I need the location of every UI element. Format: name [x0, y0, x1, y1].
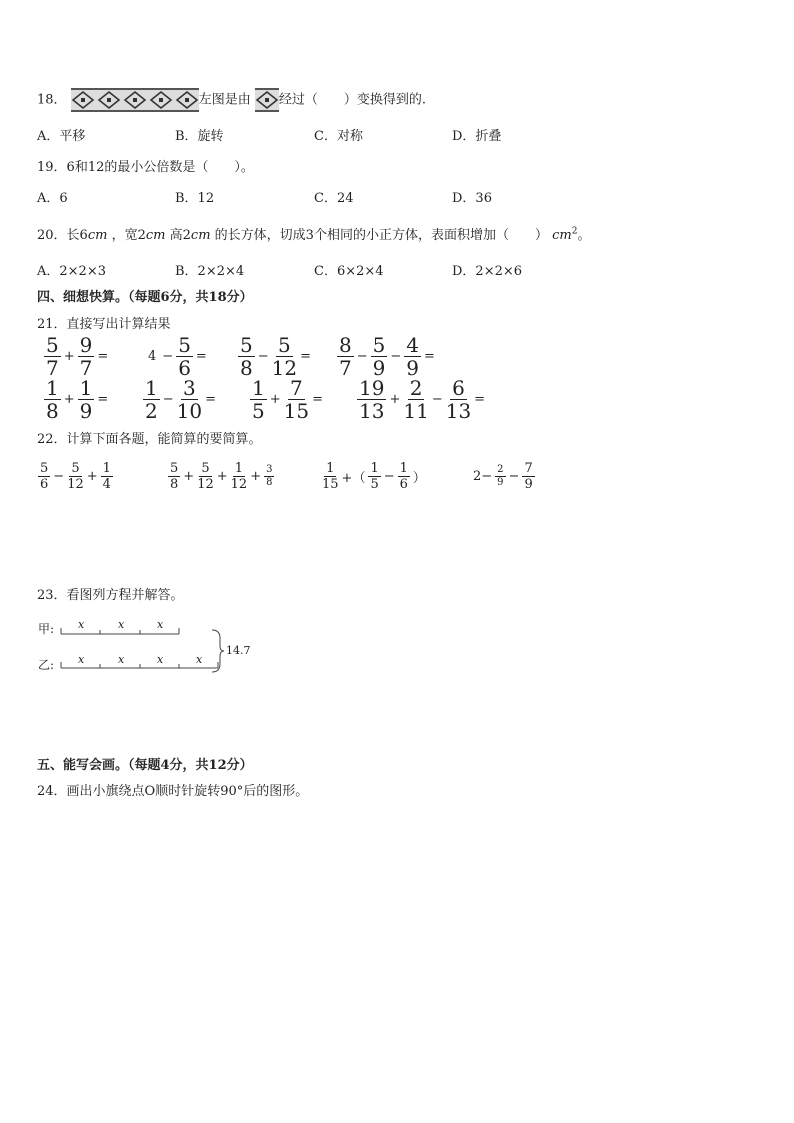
- fraction-numerator: 5: [40, 461, 49, 476]
- fraction-denominator: 9: [497, 477, 504, 488]
- operator: =: [205, 392, 216, 407]
- operator: +: [86, 469, 98, 484]
- fraction-denominator: 12: [271, 356, 298, 380]
- fraction-denominator: 11: [403, 399, 429, 423]
- fraction-denominator: 10: [176, 399, 203, 423]
- fraction-denominator: 6: [399, 477, 408, 492]
- unit: cm: [190, 228, 211, 243]
- fraction-denominator: 9: [372, 356, 386, 380]
- variable-x: x: [157, 618, 164, 631]
- question-text: 的长方体，切成3个相同的小正方体，表面积增加（ ）: [214, 228, 548, 243]
- fraction-denominator: 2: [145, 399, 158, 423]
- fraction: [264, 465, 274, 488]
- option-a: A．6: [37, 191, 68, 206]
- fraction-numerator: 1: [102, 461, 111, 476]
- fraction-denominator: 6: [40, 477, 49, 492]
- fraction-numerator: 6: [452, 376, 465, 400]
- fraction-denominator: 6: [178, 356, 191, 380]
- option-c: C．6×2×4: [314, 264, 384, 279]
- variable-x: x: [118, 618, 125, 631]
- fraction: [403, 378, 428, 421]
- operator: +: [269, 392, 281, 407]
- operator: =: [474, 392, 486, 407]
- fraction-denominator: 4: [102, 477, 111, 492]
- operator: +: [389, 392, 401, 407]
- question-text: 经过（ ）变换得到的.: [278, 92, 426, 108]
- fraction-denominator: 8: [46, 399, 59, 423]
- fraction: [284, 378, 309, 421]
- variable-x: x: [157, 653, 164, 666]
- variable-x: x: [78, 618, 85, 631]
- question-text: 高: [169, 228, 183, 243]
- unit: cm: [145, 228, 166, 243]
- operator: −: [257, 349, 269, 364]
- fraction: [176, 335, 193, 378]
- fraction: [168, 462, 180, 491]
- fraction-numerator: 5: [170, 461, 179, 476]
- fraction-denominator: 12: [230, 477, 248, 492]
- fraction-numerator: 3: [183, 376, 196, 400]
- fraction-numerator: 19: [359, 376, 385, 400]
- section-heading-5: 五、能写会画。（每题4分，共12分）: [37, 758, 253, 773]
- fraction: [177, 378, 202, 421]
- fraction-denominator: 12: [67, 477, 84, 492]
- operator: =: [312, 392, 323, 407]
- option-b: B．旋转: [175, 129, 224, 144]
- fraction-numerator: 2: [409, 376, 423, 400]
- expression-21-2: [145, 335, 210, 378]
- expression-21-1: [44, 335, 111, 378]
- fraction-numerator: 1: [234, 461, 244, 476]
- fraction: [143, 378, 160, 421]
- question-20: [37, 224, 590, 243]
- fraction-denominator: 9: [406, 356, 420, 380]
- fraction-denominator: 8: [266, 477, 273, 488]
- single-diamond-image: [255, 88, 279, 112]
- fraction-numerator: 5: [71, 461, 80, 476]
- operator: +: [63, 349, 75, 364]
- fraction-denominator: 13: [359, 399, 385, 423]
- superscript: 2: [571, 226, 578, 237]
- operator: −: [431, 392, 443, 407]
- total-length: 14.7: [226, 644, 251, 657]
- unit: cm: [552, 228, 572, 243]
- operator: 4: [148, 349, 157, 364]
- fraction: [446, 378, 471, 421]
- question-24: 24．画出小旗绕点O顺时针旋转90°后的图形。: [37, 784, 309, 799]
- fraction-denominator: 9: [524, 477, 533, 492]
- expression-22-1: [38, 462, 113, 491]
- operator: −: [356, 349, 368, 364]
- question-19: 19．6和12的最小公倍数是（ ）。: [37, 160, 254, 175]
- question-text: 左图是由: [198, 92, 251, 108]
- question-21: 21．直接写出计算结果: [37, 317, 171, 332]
- fraction: [101, 462, 113, 491]
- operator: −: [162, 392, 174, 407]
- operator: +: [63, 392, 75, 407]
- fraction-denominator: 7: [79, 356, 93, 380]
- fraction-numerator: 5: [201, 461, 210, 476]
- option-c: C．24: [314, 191, 354, 206]
- expression-21-5: [44, 378, 111, 421]
- section-heading-4: 四、细想快算。（每题6分，共18分）: [37, 290, 253, 305]
- operator: −: [53, 469, 65, 484]
- option-c: C．对称: [314, 129, 363, 144]
- fraction: [238, 335, 255, 378]
- diamond-pattern-strip-image: [71, 88, 199, 112]
- fraction: [357, 378, 386, 421]
- option-d: D．2×2×6: [452, 264, 523, 279]
- expression-21-8: [357, 378, 488, 421]
- value: 6: [79, 228, 88, 243]
- label-yi: 乙:: [38, 658, 55, 672]
- expression-22-2: [168, 462, 274, 491]
- fraction: [495, 465, 505, 488]
- fraction: [197, 462, 214, 491]
- operator: =: [97, 349, 109, 364]
- fraction-numerator: 7: [524, 461, 533, 476]
- fraction: [231, 462, 248, 491]
- fraction-numerator: 2: [497, 464, 504, 475]
- fraction-denominator: 9: [79, 399, 93, 423]
- option-d: D．36: [452, 191, 492, 206]
- fraction-numerator: 5: [372, 333, 386, 357]
- variable-x: x: [118, 653, 125, 666]
- fraction: [522, 462, 534, 491]
- fraction-numerator: 7: [290, 376, 303, 400]
- operator: +: [183, 469, 195, 484]
- fraction-denominator: 12: [197, 477, 214, 492]
- expression-21-6: [143, 378, 219, 421]
- operator: =: [300, 349, 311, 364]
- operator: =: [97, 392, 109, 407]
- fraction: [337, 335, 354, 378]
- fraction-numerator: 1: [370, 461, 379, 476]
- fraction: [44, 378, 61, 421]
- fraction: [272, 335, 297, 378]
- option-a: A．平移: [37, 129, 86, 144]
- fraction-numerator: 5: [278, 333, 291, 357]
- fraction-numerator: 1: [399, 461, 408, 476]
- fraction: [67, 462, 84, 491]
- fraction-denominator: 8: [170, 477, 179, 492]
- fraction-numerator: 1: [252, 376, 265, 400]
- question-number: 18．: [37, 92, 67, 108]
- operator: −: [390, 349, 402, 364]
- unit: cm: [87, 228, 108, 243]
- segment-diagram: [36, 618, 266, 676]
- fraction-numerator: 3: [266, 464, 273, 475]
- fraction-denominator: 7: [46, 356, 59, 380]
- operator: +（: [341, 471, 366, 486]
- fraction: [250, 378, 267, 421]
- punct: 。: [577, 228, 591, 243]
- fraction-numerator: 1: [46, 376, 59, 400]
- option-b: B．2×2×4: [175, 264, 245, 279]
- fraction: [44, 335, 61, 378]
- variable-x: x: [78, 653, 85, 666]
- operator: −: [383, 469, 395, 484]
- expression-21-7: [250, 378, 326, 421]
- fraction: [322, 462, 339, 491]
- operator: +: [250, 469, 262, 484]
- operator: −: [508, 469, 520, 484]
- expression-22-3: [322, 462, 429, 491]
- option-b: B．12: [175, 191, 215, 206]
- fraction-denominator: 13: [445, 399, 472, 423]
- question-23: 23．看图列方程并解答。: [37, 588, 184, 603]
- fraction-numerator: 4: [406, 333, 420, 357]
- option-d: D．折叠: [452, 129, 502, 144]
- fraction: [404, 335, 421, 378]
- operator: −: [162, 349, 174, 364]
- question-text: ，宽: [111, 228, 138, 243]
- operator: 2−: [473, 469, 493, 484]
- fraction: [78, 378, 95, 421]
- value: 2: [137, 228, 146, 243]
- fraction-denominator: 5: [370, 477, 379, 492]
- operator: ）: [412, 471, 426, 486]
- fraction-numerator: 1: [145, 376, 158, 400]
- fraction-numerator: 1: [326, 461, 335, 476]
- fraction: [371, 335, 388, 378]
- fraction-denominator: 5: [252, 399, 265, 423]
- question-text: 20．长: [37, 228, 80, 243]
- variable-x: x: [196, 653, 203, 666]
- fraction: [398, 462, 410, 491]
- operator: +: [216, 469, 228, 484]
- fraction-denominator: 15: [283, 399, 310, 423]
- option-a: A．2×2×3: [37, 264, 106, 279]
- fraction-denominator: 15: [322, 477, 339, 492]
- fraction-numerator: 5: [240, 333, 253, 357]
- operator: =: [195, 349, 207, 364]
- fraction-numerator: 8: [339, 333, 352, 357]
- fraction-denominator: 7: [339, 356, 352, 380]
- fraction: [78, 335, 95, 378]
- question-22: 22．计算下面各题，能简算的要简算。: [37, 432, 262, 447]
- fraction-numerator: 5: [46, 333, 59, 357]
- expression-21-4: [337, 335, 438, 378]
- value: 2: [182, 228, 191, 243]
- fraction: [368, 462, 380, 491]
- expression-21-3: [238, 335, 314, 378]
- operator: =: [424, 349, 435, 364]
- fraction-denominator: 8: [240, 356, 253, 380]
- fraction: [38, 462, 50, 491]
- fraction-numerator: 5: [178, 333, 191, 357]
- question-18: [37, 88, 426, 112]
- fraction-numerator: 1: [79, 376, 93, 400]
- label-jia: 甲:: [38, 622, 55, 636]
- expression-22-4: [470, 462, 535, 491]
- fraction-numerator: 9: [79, 333, 93, 357]
